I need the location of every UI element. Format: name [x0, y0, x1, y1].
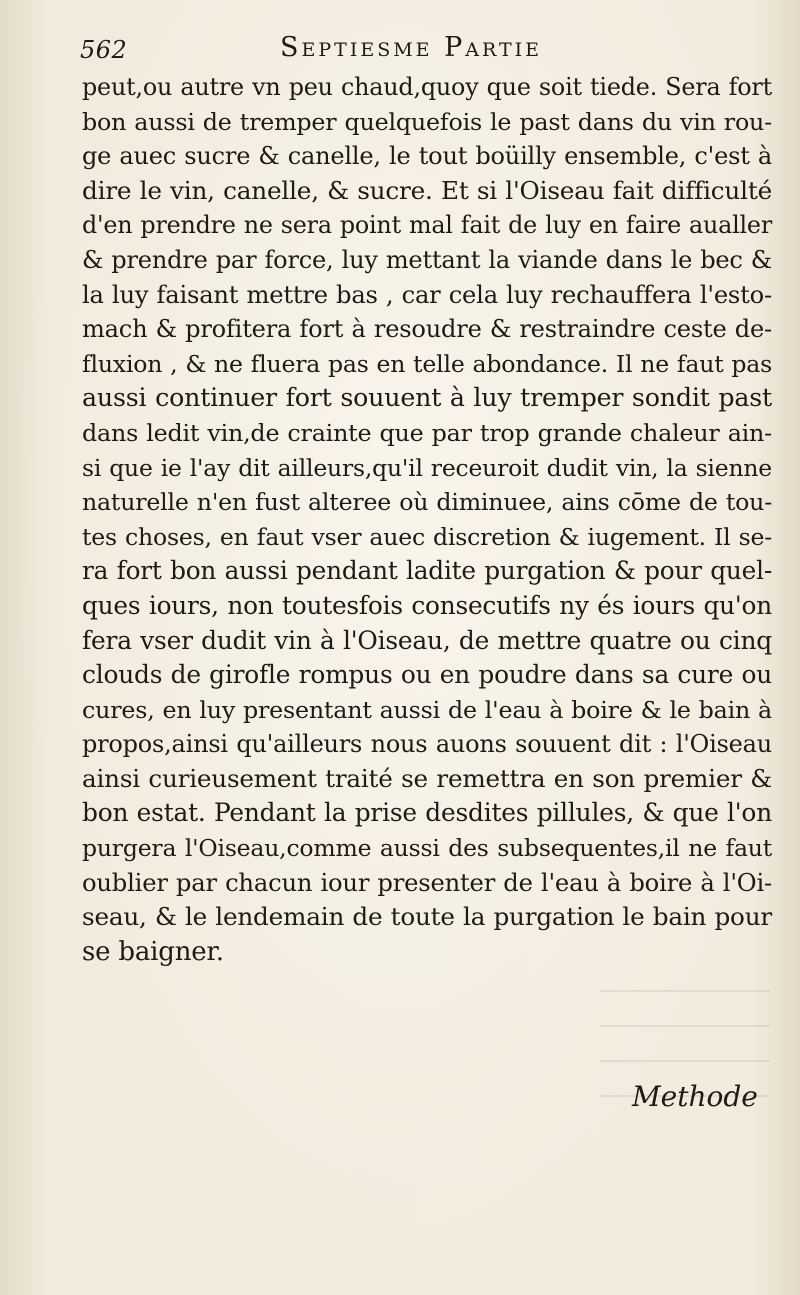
text-line: bon estat. Pendant la prise desdites pillules, & que l'on: [82, 798, 772, 828]
text-line: oublier par chacun iour presenter de l'eau à boire à l'Oi-: [82, 867, 772, 897]
text-line: bon aussi de tremper quelquefois le past dans du vin rou-: [82, 107, 772, 136]
text-line: seau, & le lendemain de toute la purgation le bain pour: [82, 902, 772, 932]
text-line: cures, en luy presentant aussi de l'eau à boire & le bain à: [82, 695, 772, 724]
text-line: fluxion , & ne fluera pas en telle abondance. Il ne faut pas: [82, 349, 772, 378]
text-line: propos,ainsi qu'ailleurs nous auons souuent dit : l'Oiseau: [82, 730, 772, 759]
running-head: Septiesme Partie: [280, 32, 543, 63]
text-line: naturelle n'en fust alteree où diminuee, ains cōme de tou-: [82, 488, 772, 517]
text-line: ques iours, non toutesfois consecutifs ny és iours qu'on: [82, 590, 772, 620]
text-line: aussi continuer fort souuent à luy tremper sondit past: [82, 383, 772, 413]
text-line: ainsi curieusement traité se remettra en son premier &: [82, 763, 772, 793]
text-line: mach & profitera fort à resoudre & restraindre ceste de-: [82, 315, 772, 344]
text-line: dans ledit vin,de crainte que par trop grande chaleur ain-: [82, 418, 772, 447]
text-line: dire le vin, canelle, & sucre. Et si l'Oiseau fait difficulté: [82, 175, 772, 205]
text-line: tes choses, en faut vser auec discretion & iugement. Il se-: [82, 522, 772, 551]
text-line: ge auec sucre & canelle, le tout boüilly ensemble, c'est à: [82, 142, 772, 171]
page-number: 562: [80, 36, 128, 64]
text-line: ra fort bon aussi pendant ladite purgation & pour quel-: [82, 556, 772, 586]
text-line: fera vser dudit vin à l'Oiseau, de mettre quatre ou cinq: [82, 625, 772, 655]
text-line: si que ie l'ay dit ailleurs,qu'il receuroit dudit vin, la sienne: [82, 453, 772, 482]
text-line: & prendre par force, luy mettant la viande dans le bec &: [82, 245, 772, 274]
page-header: [80, 28, 770, 68]
text-line: peut,ou autre vn peu chaud,quoy que soit tiede. Sera fort: [82, 73, 772, 101]
text-line: la luy faisant mettre bas , car cela luy rechauffera l'esto-: [82, 280, 772, 309]
text-line: purgera l'Oiseau,comme aussi des subsequentes,il ne faut: [82, 834, 772, 863]
text-line: d'en prendre ne sera point mal fait de luy en faire aualler: [82, 211, 772, 240]
text-line: se baigner.: [82, 936, 224, 967]
catchword: Methode: [632, 1080, 758, 1113]
body-text: [82, 70, 772, 969]
text-line: clouds de girofle rompus ou en poudre dans sa cure ou: [82, 660, 772, 690]
